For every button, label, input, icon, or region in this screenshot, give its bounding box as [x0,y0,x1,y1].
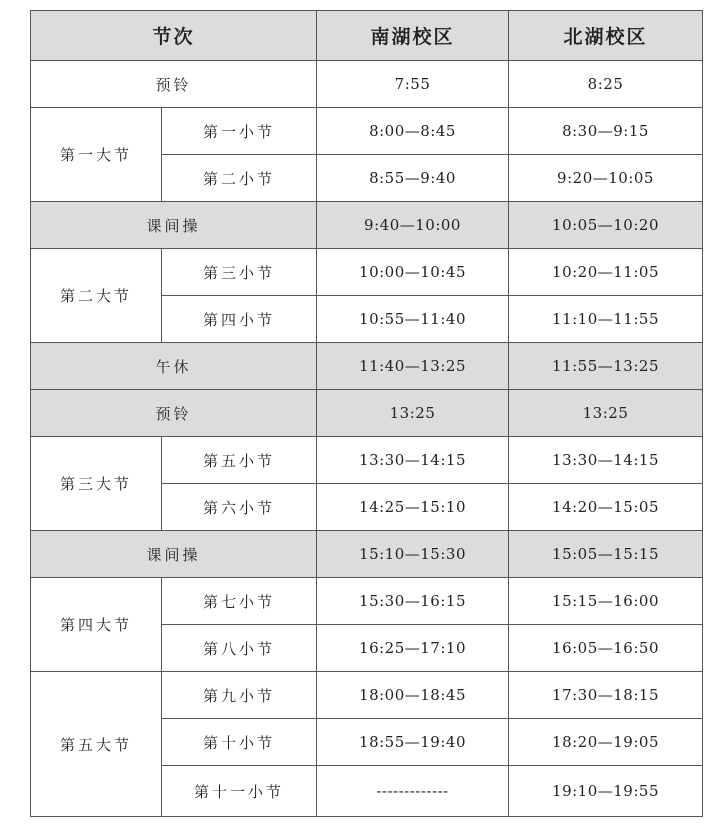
south-time: 14:25—15:10 [317,484,509,531]
north-time: 13:30—14:15 [509,437,703,484]
table-row [31,343,703,390]
small-period-label: 第四小节 [162,296,317,343]
small-period-label: 第十一小节 [162,766,317,817]
south-time: 16:25—17:10 [317,625,509,672]
north-time: 14:20—15:05 [509,484,703,531]
table-row [31,531,703,578]
small-period-label: 第六小节 [162,484,317,531]
south-time: 10:00—10:45 [317,249,509,296]
small-period-label: 第五小节 [162,437,317,484]
table-row [31,578,703,625]
big-period-label: 第五大节 [31,672,162,817]
north-time: 11:10—11:55 [509,296,703,343]
north-time: 13:25 [509,390,703,437]
table-row [31,202,703,249]
table-row [31,61,703,108]
big-period-label: 第二大节 [31,249,162,343]
south-time: 9:40—10:00 [317,202,509,249]
table-row [31,390,703,437]
south-time: 7:55 [317,61,509,108]
table-row [31,249,703,296]
table-row [31,672,703,719]
schedule-table [30,10,703,817]
small-period-label: 第二小节 [162,155,317,202]
north-time: 17:30—18:15 [509,672,703,719]
row-label: 预铃 [31,390,317,437]
big-period-label: 第四大节 [31,578,162,672]
south-time: 13:25 [317,390,509,437]
south-time: 8:55—9:40 [317,155,509,202]
small-period-label: 第九小节 [162,672,317,719]
north-time: 9:20—10:05 [509,155,703,202]
south-time: ------------- [317,766,509,817]
north-time: 15:05—15:15 [509,531,703,578]
row-label: 课间操 [31,202,317,249]
small-period-label: 第三小节 [162,249,317,296]
small-period-label: 第七小节 [162,578,317,625]
big-period-label: 第一大节 [31,108,162,202]
south-time: 18:00—18:45 [317,672,509,719]
south-time: 15:30—16:15 [317,578,509,625]
north-time: 10:20—11:05 [509,249,703,296]
header-row [31,11,703,61]
small-period-label: 第八小节 [162,625,317,672]
south-time: 8:00—8:45 [317,108,509,155]
north-time: 8:30—9:15 [509,108,703,155]
row-label: 课间操 [31,531,317,578]
header-north-campus: 北湖校区 [509,11,703,61]
row-label: 预铃 [31,61,317,108]
north-time: 11:55—13:25 [509,343,703,390]
small-period-label: 第十小节 [162,719,317,766]
north-time: 16:05—16:50 [509,625,703,672]
south-time: 13:30—14:15 [317,437,509,484]
small-period-label: 第一小节 [162,108,317,155]
north-time: 8:25 [509,61,703,108]
north-time: 15:15—16:00 [509,578,703,625]
big-period-label: 第三大节 [31,437,162,531]
south-time: 10:55—11:40 [317,296,509,343]
south-time: 11:40—13:25 [317,343,509,390]
table-row [31,437,703,484]
north-time: 10:05—10:20 [509,202,703,249]
table-row [31,108,703,155]
row-label: 午休 [31,343,317,390]
header-south-campus: 南湖校区 [317,11,509,61]
header-period: 节次 [31,11,317,61]
north-time: 18:20—19:05 [509,719,703,766]
south-time: 15:10—15:30 [317,531,509,578]
north-time: 19:10—19:55 [509,766,703,817]
south-time: 18:55—19:40 [317,719,509,766]
